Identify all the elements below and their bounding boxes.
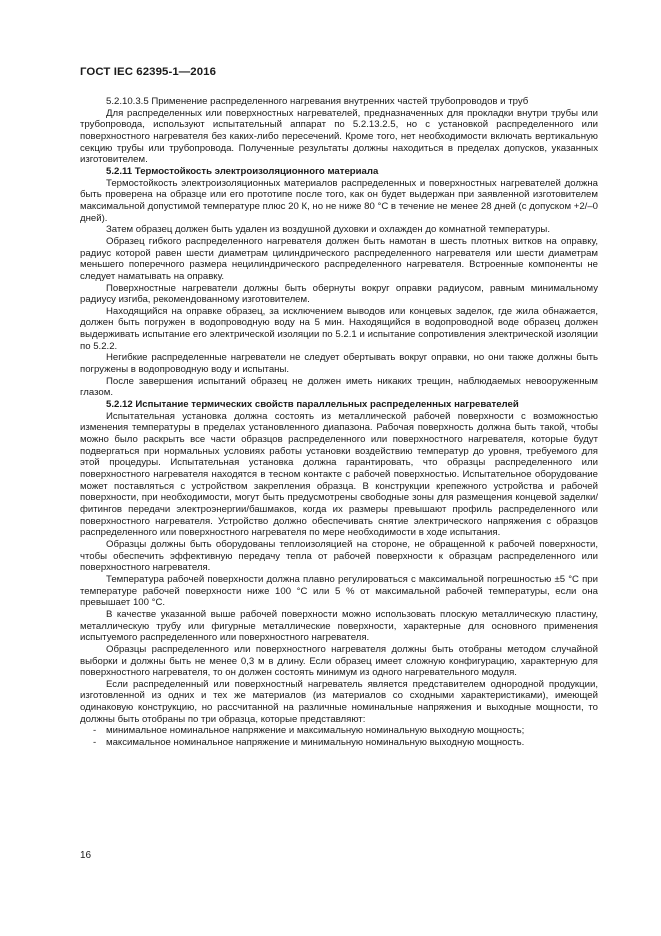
paragraph: Испытательная установка должна состоять из металлической рабочей поверхности с возможностью изменения температуры в пределах установленного диапазона. Рабочая поверхность должна быть такой, чтобы можно было раскрыть все части образцов распределенного или поверхностного нагревателя, которые будут подвергаться при нормальных условиях работы установки воздействию температур до уровня, требуемого для этой процедуры. Испытательная установка должна гарантировать, что образцы распределенного или поверхностного нагревателя находятся в тесном контакте с рабочей поверхностью. Испытательное оборудование может поставляться с устройством закрепления образца. В конструкции крепежного устройства и рабочей поверхности, при необходимости, могут быть предусмотрены свободные зоны для размещения концевой заделки/фитингов передачи электроэнергии/башмаков, когда их размеры превышают профиль распределенного или поверхностного нагревателя. Устройство должно обеспечивать снятие электрического напряжения с образцов распределенного или поверхностного нагревателя по мере необходимости в ходе испытания. — [80, 410, 598, 539]
document-header: ГОСТ IEC 62395-1—2016 — [80, 66, 217, 78]
paragraph: Затем образец должен быть удален из воздушной духовки и охлажден до комнатной температуры. — [106, 224, 550, 236]
paragraph: Образец гибкого распределенного нагревателя должен быть намотан в шесть плотных витков на оправку, радиус которой равен шести диаметрам цилиндрического распределенного нагревателя или шести диаметрам меньшего поперечного размера нецилиндрического распределенного нагревателя. Встроенные компоненты не следует наматывать на оправку. — [80, 235, 598, 282]
section-heading: 5.2.12 Испытание термических свойств параллельных распределенных нагревателей — [106, 399, 519, 411]
list-item: - максимальное номинальное напряжение и минимальную номинальную выходную мощность. — [80, 737, 598, 749]
paragraph: После завершения испытаний образец не должен иметь никаких трещин, наблюдаемых невооруженным глазом. — [80, 375, 598, 399]
page-number: 16 — [80, 850, 92, 861]
document-body — [80, 96, 598, 749]
paragraph: В качестве указанной выше рабочей поверхности можно использовать плоскую металлическую пластину, металлическую трубу или фигурные металлические поверхности, характерные для основного применения испытуемого распределенного или поверхностного нагревателя. — [80, 608, 598, 644]
paragraph: 5.2.10.3.5 Применение распределенного нагревания внутренних частей трубопроводов и труб — [106, 96, 529, 107]
paragraph: Образцы распределенного или поверхностного нагревателя должны быть отобраны методом случайной выборки и должны быть не менее 0,3 м в длину. Если образец имеет сложную конфигурацию, характерную для поверхностного нагревателя, то он должен состоять минимум из одного нагревательного модуля. — [80, 643, 598, 679]
paragraph: Если распределенный или поверхностный нагреватель является представителем однородной продукции, изготовленной из одних и тех же материалов (из материалов со сходными характеристиками), имеющей одинаковую конструкцию, но рассчитанной на различные номинальные напряжения и выходные мощности, то должны быть отобраны по три образца, которые представляют: — [80, 678, 598, 725]
paragraph: Негибкие распределенные нагреватели не следует обертывать вокруг оправки, но они также должны быть погружены в водопроводную воду и испытаны. — [80, 352, 598, 376]
paragraph: Термостойкость электроизоляционных материалов распределенных и поверхностных нагревателей должна быть проверена на образце или его прототипе после того, как он будет выдержан при заявленной изготовителем максимальной допустимой температуре плюс 20 К, но не ниже 80 °С в течение не менее 28 дней (с допуском +2/–0 дней). — [80, 177, 598, 224]
paragraph: Температура рабочей поверхности должна плавно регулироваться с максимальной погрешностью ±5 °С при температуре рабочей поверхности ниже 100 °С или 5 % от максимальной рабочей температуры, если она превышает 100 °С. — [80, 573, 598, 609]
paragraph: Поверхностные нагреватели должны быть обернуты вокруг оправки радиусом, равным минимальному радиусу изгиба, рекомендованному изготовителем. — [80, 282, 598, 306]
list-item: - минимальное номинальное напряжение и максимальную номинальную выходную мощность; — [80, 725, 598, 737]
section-heading: 5.2.11 Термостойкость электроизоляционного материала — [106, 165, 379, 177]
paragraph: Находящийся на оправке образец, за исключением выводов или концевых заделок, где жила обнажается, должен быть погружен в водопроводную воду на 5 мин. Находящийся в водопроводной воде образец должен выдерживать испытание его электрической изоляции по 5.2.1 и испытание сопротивления электрической изоляции по 5.2.2. — [80, 305, 598, 352]
paragraph: Для распределенных или поверхностных нагревателей, предназначенных для прокладки внутри трубы или трубопровода, используют испытательный аппарат по 5.2.13.2.5, но с установкой распределенного или поверхностного нагревателя без каких-либо пересечений. Кроме того, нет необходимости включать вертикальную секцию трубы или трубопровода. Полученные результаты должны находиться в пределах допусков, указанных изготовителем. — [80, 107, 598, 166]
paragraph: Образцы должны быть оборудованы теплоизоляцией на стороне, не обращенной к рабочей поверхности, чтобы обеспечить эффективную передачу тепла от рабочей поверхности к образцам распределенного или поверхностного нагревателя. — [80, 538, 598, 574]
